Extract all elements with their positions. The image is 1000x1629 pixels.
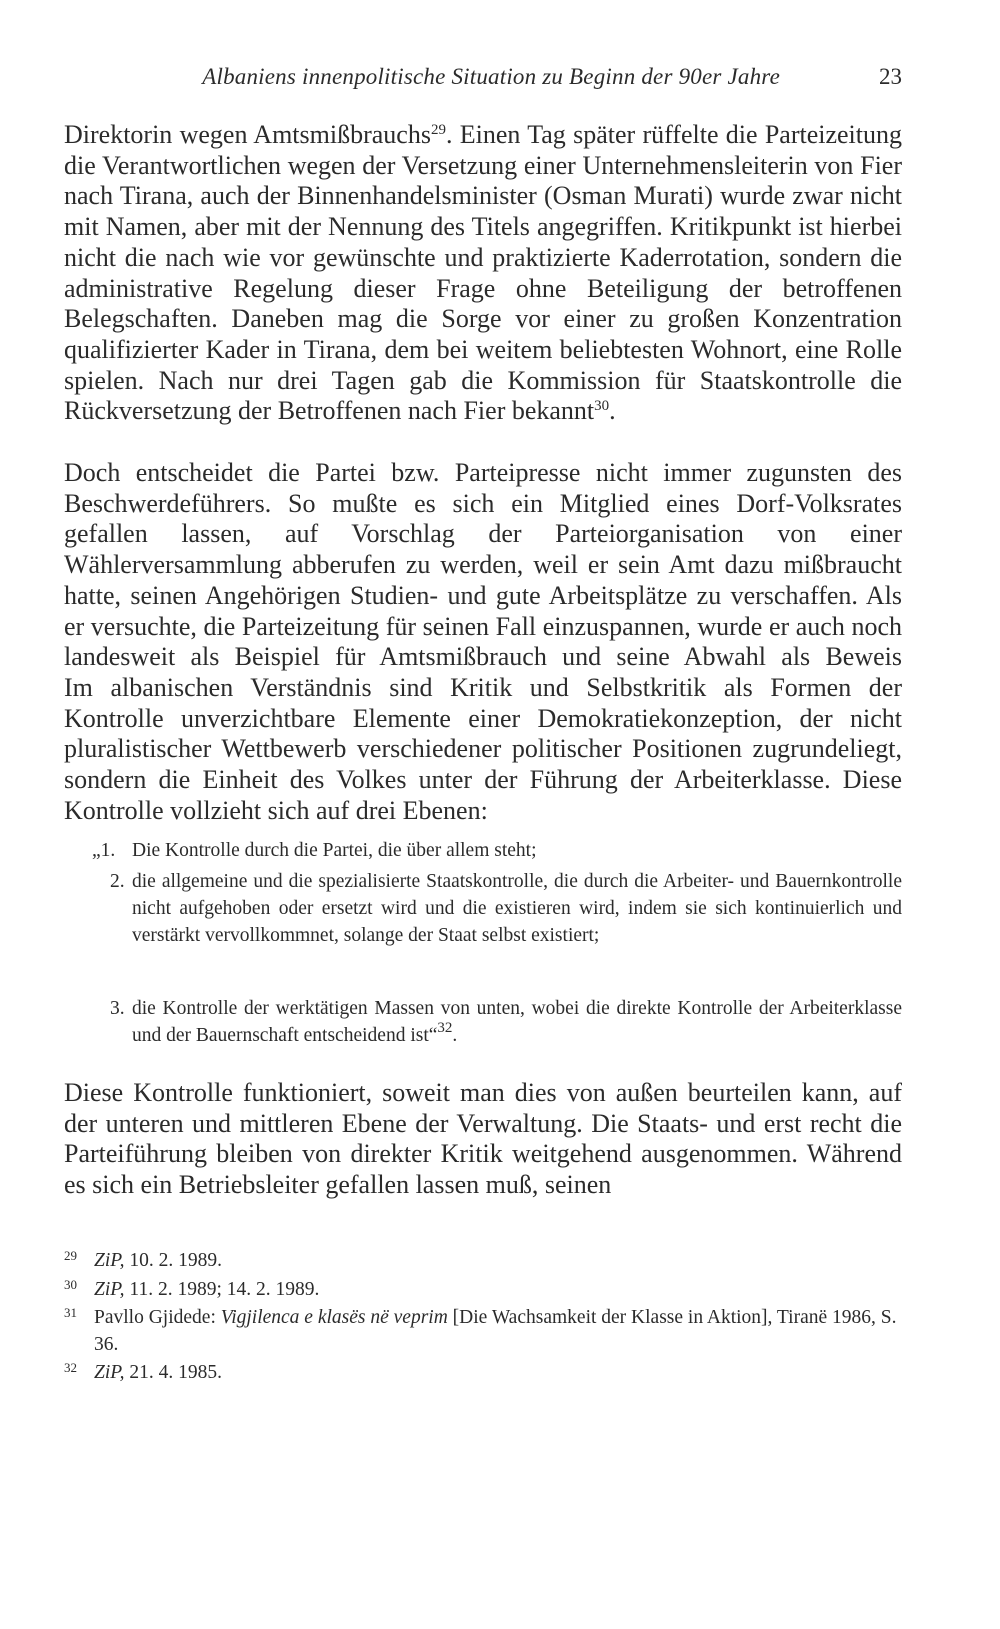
paragraph-1 (64, 120, 902, 458)
footnote-text: 10. 2. 1989. (124, 1250, 223, 1271)
footnotes (64, 1248, 902, 1389)
footnote-number: 29 (64, 1248, 77, 1263)
footnote-author: Pavllo Gjidede: (94, 1307, 221, 1328)
footnote-source: ZiP, (94, 1278, 125, 1300)
footnote-number: 32 (64, 1360, 77, 1375)
paragraph-1-text-b: . Einen Tag später rüffelte die Parteizeitung die Verantwortlichen wegen der Versetzung einer Unternehmensleiterin von Fier nach Tirana, auch der Binnenhandelsminister (Osman Murati) wurde zwar nicht mit Namen, aber mit der Nennung des Titels angegriffen. Kritikpunkt ist hierbei nicht die nach wie vor gewünschte und praktizierte Kaderrotation, sondern die administrative Regelung dieser Frage ohne Beteiligung der betroffenen Belegschaften. Daneben mag die Sorge vor einer zu großen Konzentration qualifizierter Kader in Tirana, dem bei weitem beliebtesten Wohnort, eine Rolle spielen. Nach nur drei Tagen gab die Kommission für Staatskontrolle die Rückversetzung der Betroffenen nach Fier bekannt (64, 120, 902, 426)
quote-item-2 (64, 868, 902, 991)
footnote-ref-30: 30 (594, 398, 610, 415)
footnote-text: 11. 2. 1989; 14. 2. 1989. (124, 1278, 320, 1300)
quote-item-1 (64, 837, 902, 864)
quote-item-1-text: Die Kontrolle durch die Partei, die über allem steht; (132, 840, 537, 861)
footnote-text: 21. 4. 1985. (124, 1362, 223, 1383)
quote-item-3-number: 3. (110, 998, 125, 1019)
quote-item-3-tail: . (452, 1025, 458, 1046)
running-title: Albaniens innenpolitische Situation zu Beginn der 90er Jahre (202, 64, 780, 89)
footnote-source: ZiP, (94, 1250, 125, 1271)
footnote-source: ZiP, (94, 1362, 125, 1383)
footnote-32 (64, 1360, 902, 1387)
footnote-source: Vigjilenca e klasës në veprim (220, 1307, 448, 1328)
block-quote-list (64, 837, 902, 1051)
page-number: 23 (879, 64, 902, 89)
footnote-ref-29: 29 (430, 122, 446, 138)
running-head (64, 64, 902, 104)
quote-item-2-text: die allgemeine und die spezialisierte Staatskontrolle, die durch die Arbeiter- und Bauernkontrolle nicht aufgehoben oder ersetzt wird und die existieren wird, indem sie sich kontinuierlich und verstärkt vervollkommnet, solange der Staat selbst existiert; (132, 871, 902, 946)
paragraph-2-text-a: Doch entscheidet die Partei bzw. Parteipresse nicht immer zugunsten des Beschwerdeführers. So mußte es sich ein Mitglied eines Dorf-Volksrates gefallen lassen, auf Vorschlag der Parteiorganisation von einer Wählerversammlung abberufen zu werden, weil er sein Amt dazu mißbraucht hatte, seinen Angehörigen Studien- und gute Arbeitsplätze zu verschaffen. Als er versuchte, die Parteizeitung für seinen Fall einzuspannen, wurde er auch noch landesweit als Beispiel für Amtsmißbrauch und seine Abwahl als Beweis (64, 458, 902, 672)
quote-item-1-number: „1. (92, 840, 116, 861)
footnote-number: 30 (64, 1276, 77, 1292)
footnote-30 (64, 1277, 902, 1304)
quote-item-3 (64, 995, 902, 1051)
paragraph-2 (64, 458, 902, 673)
paragraph-3: Im albanischen Verständnis sind Kritik und Selbstkritik als Formen der Kontrolle unverzichtbare Elemente einer Demokratiekonzeption, der nicht pluralistischer Wettbewerb verschiedener politischer Positionen zugrundeliegt, sondern die Einheit des Volkes unter der Führung der Arbeiterklasse. Diese Kontrolle vollzieht sich auf drei Ebenen: (64, 673, 902, 825)
paragraph-1-text-a: Direktorin wegen Amtsmißbrauchs (64, 120, 431, 149)
paragraph-4: Diese Kontrolle funktioniert, soweit man dies von außen beurteilen kann, auf der unteren und mittleren Ebene der Verwaltung. Die Staats- und erst recht die Parteiführung bleiben von direkter Kritik weitgehend ausgenommen. Während es sich ein Betriebsleiter gefallen lassen muß, seinen (64, 1078, 902, 1200)
body-text (64, 120, 902, 1202)
footnote-number: 31 (64, 1305, 77, 1320)
footnote-31 (64, 1305, 902, 1358)
quote-item-2-number: 2. (110, 871, 125, 892)
footnote-ref-32: 32 (437, 1020, 453, 1036)
quote-item-3-text: die Kontrolle der werktätigen Massen von unten, wobei die direkte Kontrolle der Arbeiterklasse und der Bauernschaft entscheidend ist“ (132, 998, 902, 1046)
footnote-text: [Die Wachsamkeit der Klasse in Aktion], Tiranë 1986, S. 36. (94, 1307, 897, 1355)
footnote-29 (64, 1248, 902, 1275)
paragraph-1-text-c: . (609, 396, 616, 426)
